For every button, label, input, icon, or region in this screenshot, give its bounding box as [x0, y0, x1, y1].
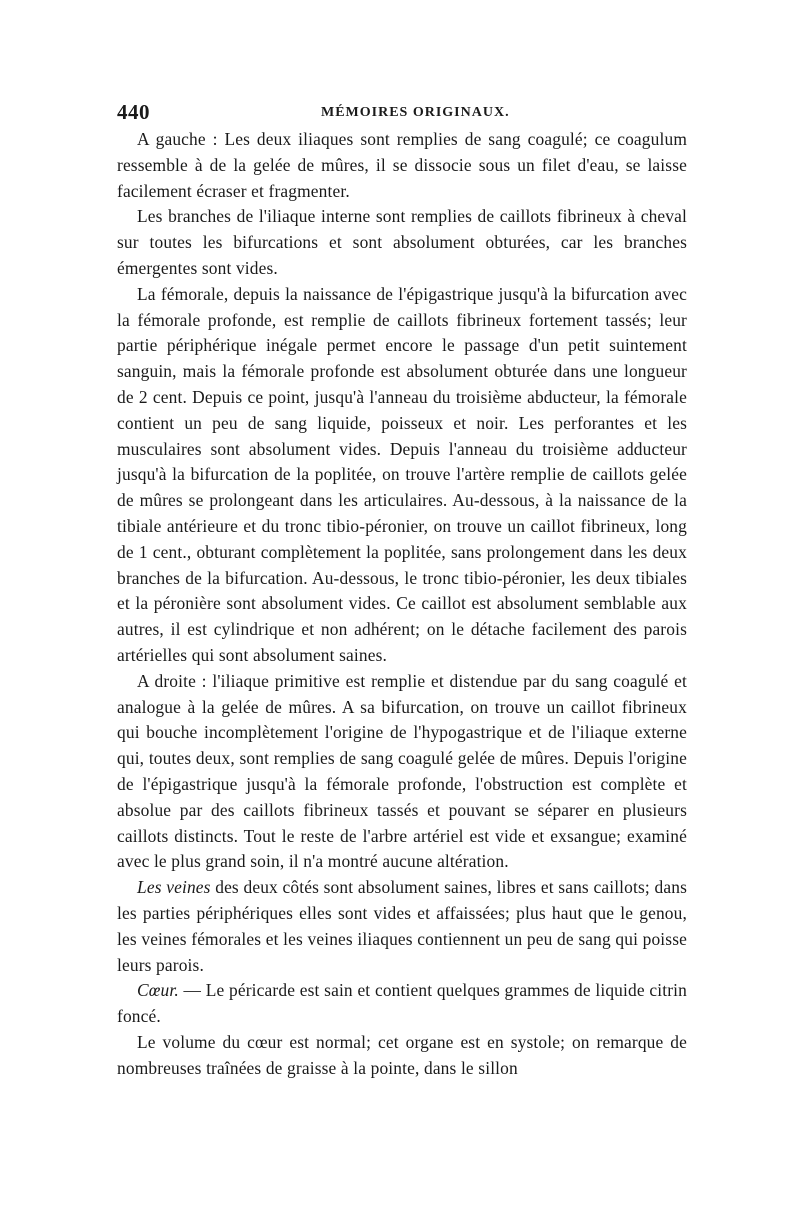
paragraph-left-side: [117, 127, 687, 204]
paragraph-heart-volume: [117, 1030, 687, 1082]
paragraph-lead-veins: Les veines: [137, 877, 211, 898]
paragraph-internal-iliac: [117, 204, 687, 281]
page-header: [117, 100, 685, 122]
paragraph-text: A gauche : Les deux iliaques sont remplies de sang coagulé; ce coagulum ressemble à de la gelée de mûres, il se dissocie sous un filet d'eau, se laisse facilement écraser et fragmenter.: [117, 129, 687, 201]
paragraph-text: Le volume du cœur est normal; cet organe est en systole; on remarque de nombreuses traînées de graisse à la pointe, dans le sillon: [117, 1031, 687, 1078]
paragraph-lead-heart: Cœur.: [137, 980, 179, 1001]
running-head: MÉMOIRES ORIGINAUX.: [321, 105, 510, 120]
paragraph-text: A droite : l'iliaque primitive est remplie et distendue par du sang coagulé et analogue à la gelée de mûres. A sa bifurcation, on trouve un caillot fibrineux qui bouche incomplètement l'origine de l'hypogastrique et de l'iliaque externe qui, toutes deux, sont remplies de sang coagulé gelée de mûres. Depuis l'origine de l'épigastrique jusqu'à la fémorale profonde, l'obstruction est complète et absolue par des caillots fibrineux tassés et pouvant se séparer en plusieurs caillots distincts. Tout le reste de l'arbre artériel est vide et exsangue; examiné avec le plus grand soin, il n'a montré aucune altération.: [117, 670, 687, 872]
paragraph-heart: [117, 978, 687, 1030]
page-number: 440: [117, 100, 150, 124]
paragraph-text: des deux côtés sont absolument saines, libres et sans caillots; dans les parties périphériques elles sont vides et affaissées; plus haut que le genou, les veines fémorales et les veines iliaques contiennent un peu de sang qui poisse leurs parois.: [117, 877, 687, 975]
body-text: [117, 127, 687, 1081]
paragraph-text: Les branches de l'iliaque interne sont remplies de caillots fibrineux à cheval sur toutes les bifurcations et sont absolument obturées, car les branches émergentes sont vides.: [117, 206, 687, 278]
paragraph-right-side: [117, 669, 687, 875]
paragraph-femoral: [117, 282, 687, 669]
paragraph-text: La fémorale, depuis la naissance de l'épigastrique jusqu'à la bifurcation avec la fémorale profonde, est remplie de caillots fibrineux fortement tassés; leur partie périphérique inégale permet encore le passage d'un petit suintement sanguin, mais la fémorale profonde est absolument obturée dans une longueur de 2 cent. Depuis ce point, jusqu'à l'anneau du troisième abducteur, la fémorale contient un peu de sang liquide, poisseux et noir. Les perforantes et les musculaires sont absolument vides. Depuis l'anneau du troisième adducteur jusqu'à la bifurcation de la poplitée, on trouve l'artère remplie de caillots gelée de mûres se prolongeant dans les articulaires. Au-dessous, à la naissance de la tibiale antérieure et du tronc tibio-péronier, on trouve un caillot fibrineux, long de 1 cent., obturant complètement la poplitée, sans prolongement dans les deux branches de la bifurcation. Au-dessous, le tronc tibio-péronier, les deux tibiales et la péronière sont absolument vides. Ce caillot est absolument semblable aux autres, il est cylindrique et non adhérent; on le détache facilement des parois artérielles qui sont absolument saines.: [117, 283, 687, 665]
paragraph-veins: [117, 875, 687, 978]
paragraph-text: — Le péricarde est sain et contient quelques grammes de liquide citrin foncé.: [117, 980, 687, 1027]
